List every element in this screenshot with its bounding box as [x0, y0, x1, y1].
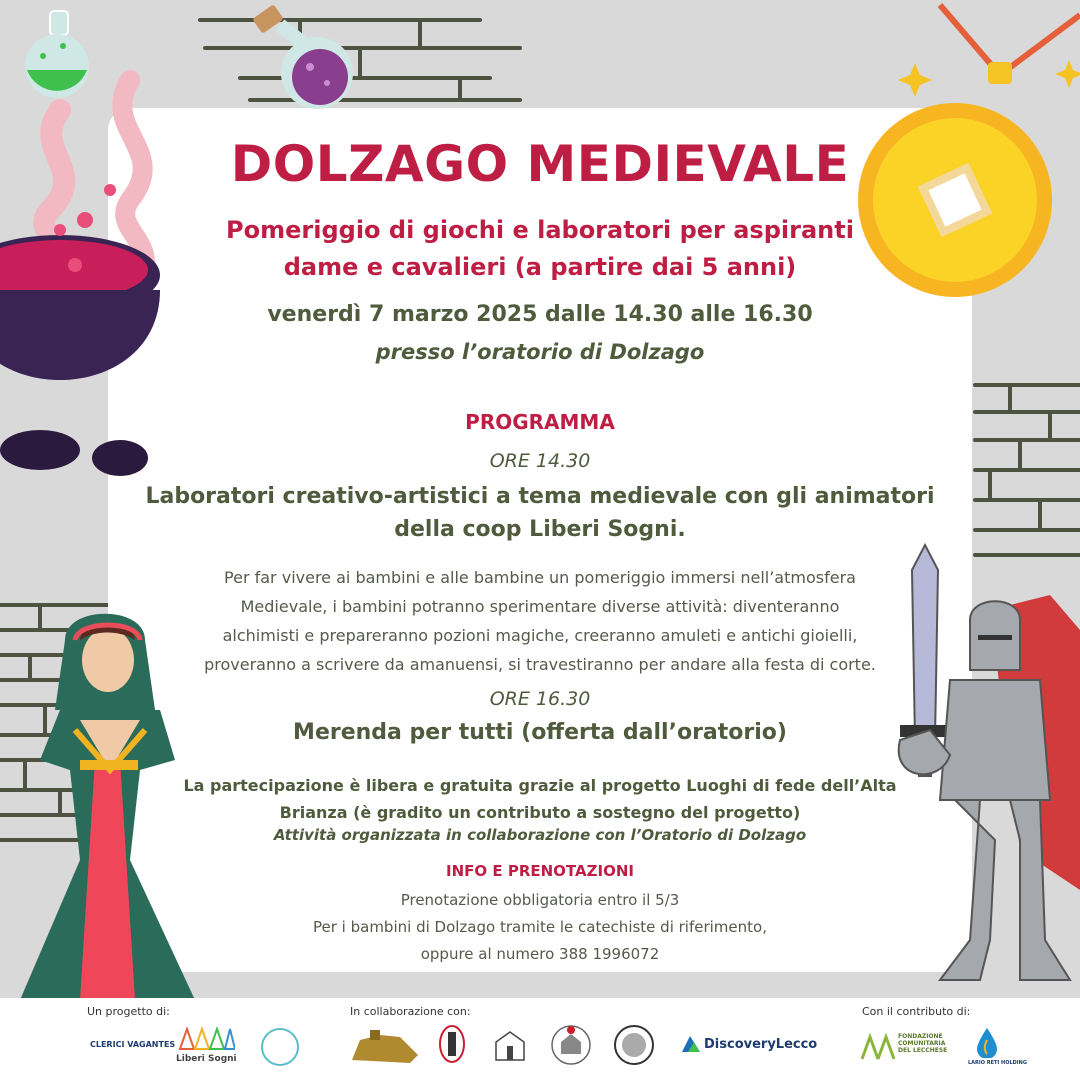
church-logo	[492, 1026, 528, 1064]
snack-title: Merenda per tutti (offerta dall’oratorio)	[293, 720, 787, 745]
event-place: presso l’oratorio di Dolzago	[375, 340, 705, 364]
time-slot-1: ORE 14.30	[489, 450, 591, 472]
purple-potion-icon	[245, 5, 365, 115]
liberi-sogni-logo-mark	[175, 1024, 235, 1054]
clerici-vagantes-logo: CLERICI VAGANTES	[90, 1040, 176, 1049]
workshop-description	[0, 563, 1080, 679]
luoghi-di-fede-logo	[260, 1027, 300, 1067]
description-line: Medievale, i bambini potranno sperimentare diverse attività: diventeranno	[240, 597, 840, 616]
subtitle-line-1: Pomeriggio di giochi e laboratori per aspiranti	[226, 216, 854, 244]
event-date: venerdì 7 marzo 2025 dalle 14.30 alle 16.30	[267, 302, 813, 327]
description-line: alchimisti e prepareranno pozioni magiche, creeranno amuleti e antichi gioielli,	[222, 626, 858, 645]
water-drop-icon	[975, 1026, 999, 1058]
castle-logo	[350, 1025, 420, 1065]
workshop-title: Laboratori creativo-artistici a tema medievale con gli animatori della coop Liberi Sogni.	[145, 484, 935, 542]
subtitle-line-2: dame e cavalieri (a partire dai 5 anni)	[283, 253, 797, 281]
fondazione-logo-mark	[860, 1033, 896, 1061]
description-line: Per far vivere ai bambini e alle bambine un pomeriggio immersi nell’atmosfera	[224, 568, 856, 587]
booking-line: Per i bambini di Dolzago tramite le catechiste di riferimento,	[313, 918, 767, 936]
lario-reti-logo: LARIO RETI HOLDING	[968, 1060, 1027, 1066]
liberi-sogni-logo: Liberi Sogni	[176, 1054, 237, 1064]
discovery-lecco-logo: DiscoveryLecco	[704, 1037, 818, 1052]
subtitle	[0, 212, 1080, 286]
collaboration-label: In collaborazione con:	[350, 1005, 471, 1018]
booking-line: Prenotazione obbligatoria entro il 5/3	[400, 891, 680, 909]
parish-crest-logo	[438, 1024, 466, 1064]
time-slot-2: ORE 16.30	[489, 688, 591, 710]
organizer-note: Attività organizzata in collaborazione con l’Oratorio di Dolzago	[273, 826, 807, 844]
participation-line-2: Brianza (è gradito un contributo a sostegno del progetto)	[279, 803, 801, 822]
oratorio-logo	[547, 1024, 595, 1066]
page-title: DOLZAGO MEDIEVALE	[230, 135, 850, 193]
project-label: Un progetto di:	[87, 1005, 170, 1018]
booking-line: oppure al numero 388 1996072	[420, 945, 660, 963]
description-line: proveranno a scrivere da amanuensi, si travestiranno per andare alla festa di corte.	[204, 655, 876, 674]
contribution-label: Con il contributo di:	[862, 1005, 971, 1018]
round-crest-logo	[613, 1024, 655, 1066]
booking-info	[0, 887, 1080, 968]
participation-note	[0, 772, 1080, 826]
discovery-lecco-mark	[680, 1034, 702, 1054]
program-heading: PROGRAMMA	[465, 410, 615, 434]
participation-line-1: La partecipazione è libera e gratuita grazie al progetto Luoghi di fede dell’Alta	[183, 776, 897, 795]
info-heading: INFO E PRENOTAZIONI	[446, 862, 634, 880]
fondazione-logo: FONDAZIONE COMUNITARIA DEL LECCHESE	[898, 1033, 948, 1054]
